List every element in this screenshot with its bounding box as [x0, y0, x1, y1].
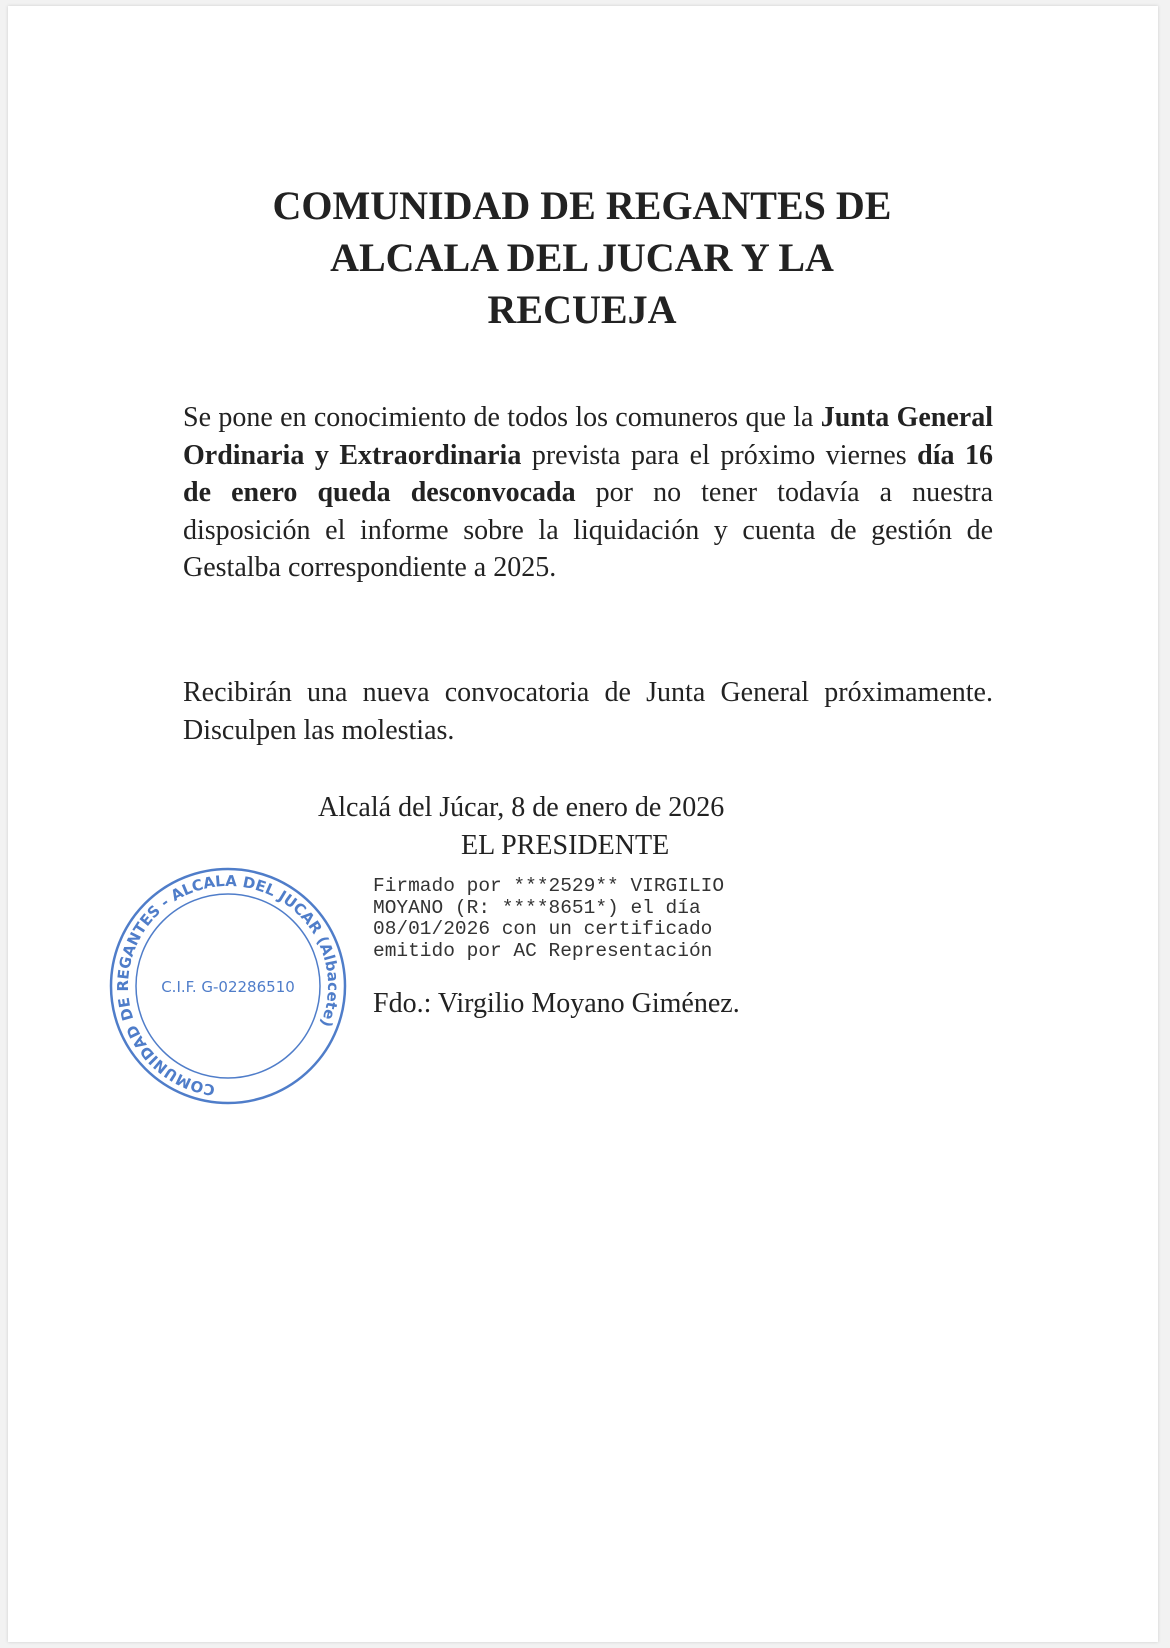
title-line: ALCALA DEL JUCAR Y LA — [330, 235, 834, 280]
digital-signature-block — [373, 876, 724, 962]
organization-stamp — [108, 866, 348, 1106]
signature-line: emitido por AC Representación — [373, 939, 713, 962]
signature-line: 08/01/2026 con un certificado — [373, 918, 713, 940]
stamp-ring-text: COMUNIDAD DE REGANTES - ALCALA DEL JUCAR (Albacete) — [114, 871, 343, 1100]
text: por no tener todavía a nuestra disposición el informe sobre la liquidación y cuenta de gestión de Gestalba correspondiente a 2025. — [183, 477, 994, 584]
cancellation-notice: día 16 de enero queda desconvocada — [183, 439, 993, 509]
stamp-center-text: C.I.F. G-02286510 — [161, 978, 295, 996]
title-line: COMUNIDAD DE REGANTES DE — [272, 183, 892, 228]
notice-paragraph — [183, 399, 993, 587]
text: Se pone en conocimiento de todos los comuneros que la — [183, 402, 821, 433]
signature-line: MOYANO (R: ****8651*) el día — [373, 896, 701, 919]
text: prevista para el próximo viernes — [521, 439, 918, 471]
apology-paragraph: Recibirán una nueva convocatoria de Junta General próximamente. Disculpen las molestias. — [183, 677, 993, 746]
place-date: Alcalá del Júcar, 8 de enero de 2026 — [318, 792, 725, 823]
signature-line: Firmado por ***2529** VIRGILIO — [373, 875, 725, 897]
signed-by: Fdo.: Virgilio Moyano Giménez. — [373, 988, 740, 1019]
meeting-name: Junta General Ordinaria y Extraordinaria — [183, 402, 993, 471]
title-line: RECUEJA — [487, 287, 677, 332]
signer-role: EL PRESIDENTE — [461, 830, 670, 861]
document-title — [172, 180, 992, 336]
